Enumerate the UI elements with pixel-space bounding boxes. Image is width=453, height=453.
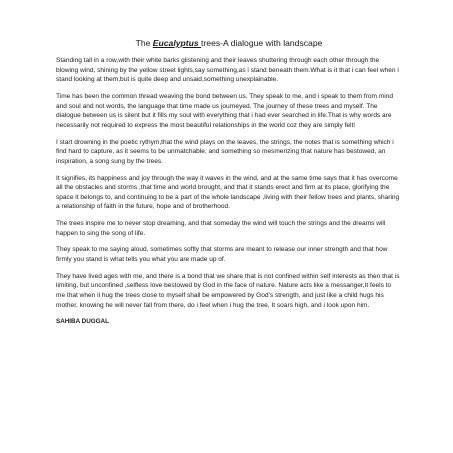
paragraph: The trees inspire me to never stop dreaming, and that someday the wind will touch the strings and the dreams will happen to sing the song of life.	[56, 220, 386, 237]
title-suffix: trees-A dialogue with landscape	[201, 38, 323, 48]
paragraph: Standing tall in a row,with their white barks glistening and their leaves shuttering through each other through the blowing wind, shining by the yellow street lights,say something,as i stand beneath them.What is it that i can feel when i stand looking at them,but is quite deep and unsaid,something unexplainable.	[56, 57, 399, 84]
title-prefix: The	[135, 38, 153, 48]
title-emphasis: Eucalyptus	[152, 38, 202, 48]
author-signature: SAHIBA DUGGAL	[56, 318, 109, 326]
paragraph: They speak to me saying aloud, sometimes softly that storms are meant to release our inner strength and that how firmly you stand is what tells you what you are made up of.	[56, 246, 388, 264]
paragraph: It signifies, its happiness and joy through the way it waves in the wind, and at the same time says that it has overcome all the obstacles and storms ,that time and world brought, and that it stands erect and firm at its place, glorifying the space it belongs to, and continuing to be a part of the whole landscape ,living with their fellow trees and plants, sharing a relationship of faith in the future, hope and of brotherhood.	[56, 174, 400, 211]
paragraph: They have lived ages with me, and there is a bond that we share that is not confined within self interests as then that is limiting, but unconfined ,selfless love bestowed by God in the face of nature. Nature acts like a messanger,It feels to me that when il hug the trees close to myself shall be empowered by God’s strength, and just like a child hugs his mother, knowing he will never fall from there, do i feel when i hug the tree, It soars high, and i look upon him.	[56, 272, 400, 309]
document-page	[56, 38, 402, 326]
paragraph: I start drowning in the poetic rythym,that the wind plays on the leaves, the strings, the notes that is something which i find hard to capture, as it seems to be unmatchable, and something so mesmerizing that nature has bestowed, an inspiration, a song sung by the trees.	[56, 138, 394, 165]
document-title	[56, 38, 402, 49]
paragraph: Time has been the common thread weaving the bond between us. They speak to me, and i speak to them from mind and soul and not words, the language that time made us journeyed. The journey of these trees and myself. The dialogue between us is silent but it fills my soul with everything that i had ever searched in life.That is why words are necessarily not required to express the most beautiful relationships in the world coz they are simply felt!	[56, 92, 393, 129]
